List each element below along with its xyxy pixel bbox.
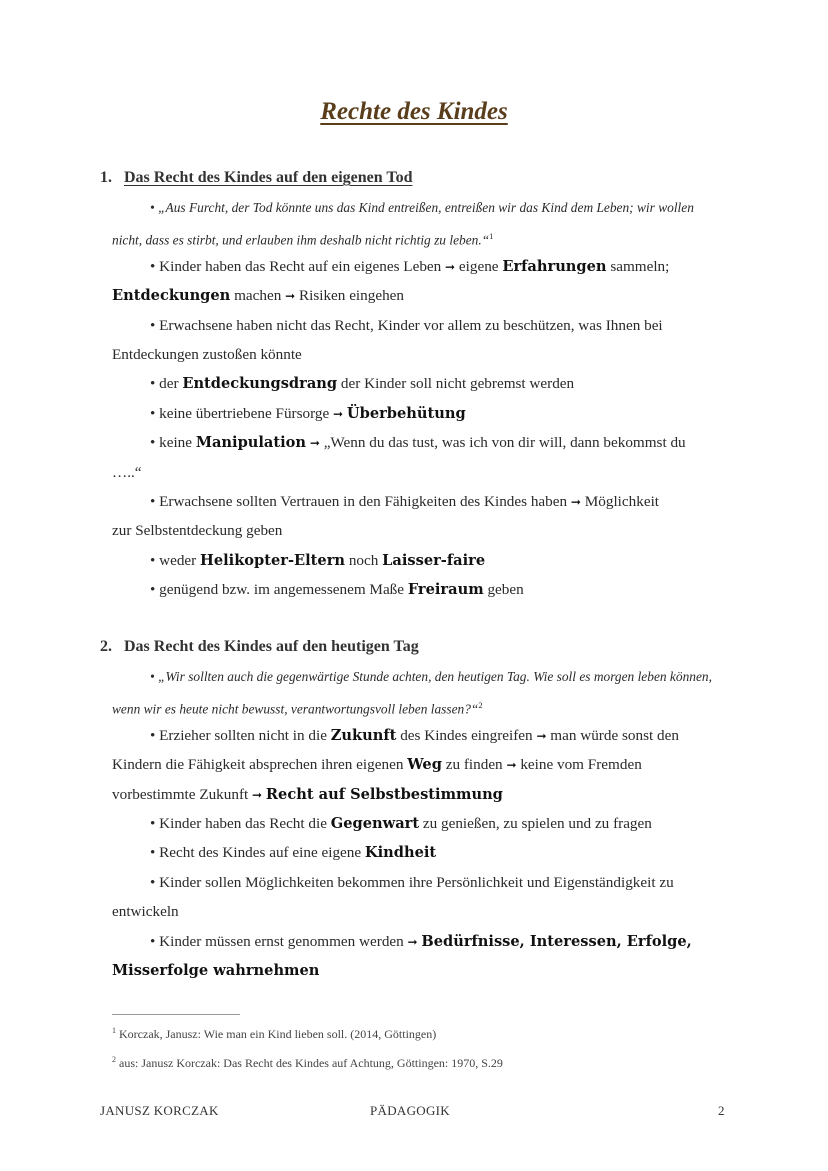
arrow-icon: ➞ (252, 787, 263, 802)
text-run: weder (159, 551, 197, 569)
text-run: Kinder sollen Möglichkeiten bekommen ihre Persönlichkeit und Eigenständigkeit zu (159, 873, 674, 891)
text-run: Risiken eingehen (298, 287, 405, 305)
text-run: noch (348, 551, 379, 569)
text-run: geben (487, 581, 524, 599)
text-run: Kinder haben das Recht die (159, 814, 327, 832)
footnote-2 (112, 1055, 503, 1071)
section-2-heading (100, 634, 720, 660)
text-run: 1 (112, 1026, 116, 1035)
arrow-icon: ➞ (506, 758, 517, 773)
text-run: entwickeln (112, 903, 179, 921)
bullet: • (150, 316, 156, 334)
list-item-continuation (112, 281, 828, 310)
list-item (112, 838, 828, 867)
text-run: eigene (458, 257, 499, 275)
arrow-icon: ➞ (309, 436, 320, 451)
text-run: genügend bzw. im angemessenem Maße (159, 581, 405, 599)
text-run: keine vom Fremden (520, 756, 642, 774)
text-run: zu genießen, zu spielen und zu fragen (422, 814, 652, 832)
text-run: Manipulation (195, 434, 307, 452)
arrow-icon: ➞ (536, 728, 547, 743)
text-run: zur Selbstentdeckung geben (112, 522, 283, 540)
arrow-icon: ➞ (445, 259, 456, 274)
text-run: nicht, dass es stirbt, und erlauben ihm deshalb nicht richtig zu leben.“ (112, 232, 490, 248)
footer-author: JANUSZ KORCZAK (100, 1103, 219, 1118)
text-run: Gegenwart (330, 814, 420, 832)
arrow-icon: ➞ (570, 494, 581, 509)
text-run: Kindheit (364, 844, 437, 862)
footnote-ref: 2 (478, 700, 483, 711)
text-run: Möglichkeit (584, 492, 660, 510)
text-run: Überbehütung (346, 404, 466, 422)
text-run: Erwachsene sollten Vertrauen in den Fähigkeiten des Kindes haben (159, 492, 568, 510)
text-run: zu finden (445, 756, 503, 774)
text-run: Recht auf Selbstbestimmung (265, 785, 503, 803)
list-item (112, 546, 828, 575)
text-run: keine übertriebene Fürsorge (159, 404, 330, 422)
section-2 (100, 634, 720, 985)
text-run: der (159, 375, 179, 393)
list-item (112, 575, 828, 604)
bullet: • (150, 257, 156, 275)
quote-line (112, 222, 828, 251)
bullet: • (150, 581, 156, 599)
text-run: Kinder müssen ernst genommen werden (159, 932, 404, 950)
arrow-icon: ➞ (407, 934, 418, 949)
list-item (112, 311, 828, 340)
text-run: des Kindes eingreifen (400, 726, 533, 744)
list-item-continuation (112, 780, 828, 809)
section-title: Das Recht des Kindes auf den eigenen Tod (124, 169, 413, 186)
text-run: „Aus Furcht, der Tod könnte uns das Kind entreißen, entreißen wir das Kind dem Leben; wir wollen (158, 200, 694, 215)
footnote-ref: 1 (489, 231, 494, 242)
text-run: Entdeckungen zustoßen könnte (112, 345, 302, 363)
text-run: Kinder haben das Recht auf ein eigenes Leben (159, 257, 442, 275)
bullet: • (150, 200, 155, 215)
bullet: • (150, 375, 156, 393)
section-title: Das Recht des Kindes auf den heutigen Tag (124, 638, 419, 655)
section-1-heading (100, 165, 720, 191)
section-2-body (0, 662, 828, 985)
list-item-continuation (112, 516, 828, 545)
bullet: • (150, 434, 156, 452)
quote-line (112, 691, 828, 720)
footer-page-number: 2 (718, 1103, 725, 1118)
text-run: machen (234, 287, 282, 305)
text-run: „Wenn du das tust, was ich von dir will, dann bekommst du (323, 434, 686, 452)
text-run: Korczak, Janusz: Wie man ein Kind lieben soll. (2014, Göttingen) (119, 1027, 437, 1041)
bullet: • (150, 492, 156, 510)
bullet: • (150, 844, 156, 862)
text-run: Erzieher sollten nicht in die (159, 726, 327, 744)
list-item (112, 721, 828, 750)
list-item (112, 487, 828, 516)
section-number: 2. (100, 638, 112, 655)
arrow-icon: ➞ (285, 289, 296, 304)
footer-subject: PÄDAGOGIK (370, 1103, 450, 1118)
text-run: vorbestimmte Zukunft (112, 785, 249, 803)
bullet: • (150, 814, 156, 832)
list-item (112, 868, 828, 897)
text-run: Misserfolge wahrnehmen (112, 961, 320, 979)
list-item-continuation (112, 956, 828, 985)
section-number: 1. (100, 169, 112, 186)
text-run: sammeln; (610, 257, 670, 275)
text-run: Erwachsene haben nicht das Recht, Kinder vor allem zu beschützen, was Ihnen bei (159, 316, 663, 334)
arrow-icon: ➞ (333, 406, 344, 421)
text-run: man würde sonst den (550, 726, 679, 744)
text-run: …..“ (112, 463, 142, 481)
page-title: Rechte des Kindes (320, 98, 508, 125)
quote-line (112, 193, 828, 222)
text-run: „Wir sollten auch die gegenwärtige Stunde achten, den heutigen Tag. Wie soll es morgen leben können, (158, 669, 712, 684)
list-item (112, 809, 828, 838)
bullet: • (150, 404, 156, 422)
text-run: Kindern die Fähigkeit absprechen ihren eigenen (112, 756, 404, 774)
list-item-continuation (112, 897, 828, 926)
footnote-divider (112, 1014, 240, 1015)
text-run: Erfahrungen (502, 257, 607, 275)
bullet: • (150, 873, 156, 891)
list-item (112, 252, 828, 281)
footnote-1 (112, 1026, 436, 1042)
list-item (112, 428, 828, 457)
bullet: • (150, 932, 156, 950)
text-run: keine (159, 434, 193, 452)
text-run: wenn wir es heute nicht bewusst, verantwortungsvoll leben lassen?“ (112, 701, 479, 717)
text-run: Entdeckungen (112, 287, 231, 305)
list-item-continuation (112, 458, 828, 487)
quote-line (112, 662, 828, 691)
list-item-continuation (112, 340, 828, 369)
text-run: Entdeckungsdrang (182, 375, 338, 393)
list-item (112, 369, 828, 398)
list-item (112, 399, 828, 428)
bullet: • (150, 726, 156, 744)
text-run: Recht des Kindes auf eine eigene (159, 844, 362, 862)
bullet: • (150, 669, 155, 684)
text-run: Freiraum (407, 581, 484, 599)
text-run: Bedürfnisse, Interessen, Erfolge, (421, 932, 692, 950)
bullet: • (150, 551, 156, 569)
text-run: Weg (407, 756, 442, 774)
list-item (112, 927, 828, 956)
text-run: der Kinder soll nicht gebremst werden (340, 375, 575, 393)
list-item-continuation (112, 750, 828, 779)
text-run: Laisser-faire (382, 551, 486, 569)
text-run: Helikopter-Eltern (200, 551, 346, 569)
section-1 (100, 165, 720, 604)
text-run: Zukunft (330, 726, 397, 744)
text-run: 2 (112, 1055, 116, 1064)
section-1-body (0, 193, 828, 604)
text-run: aus: Janusz Korczak: Das Recht des Kindes auf Achtung, Göttingen: 1970, S.29 (119, 1056, 503, 1070)
